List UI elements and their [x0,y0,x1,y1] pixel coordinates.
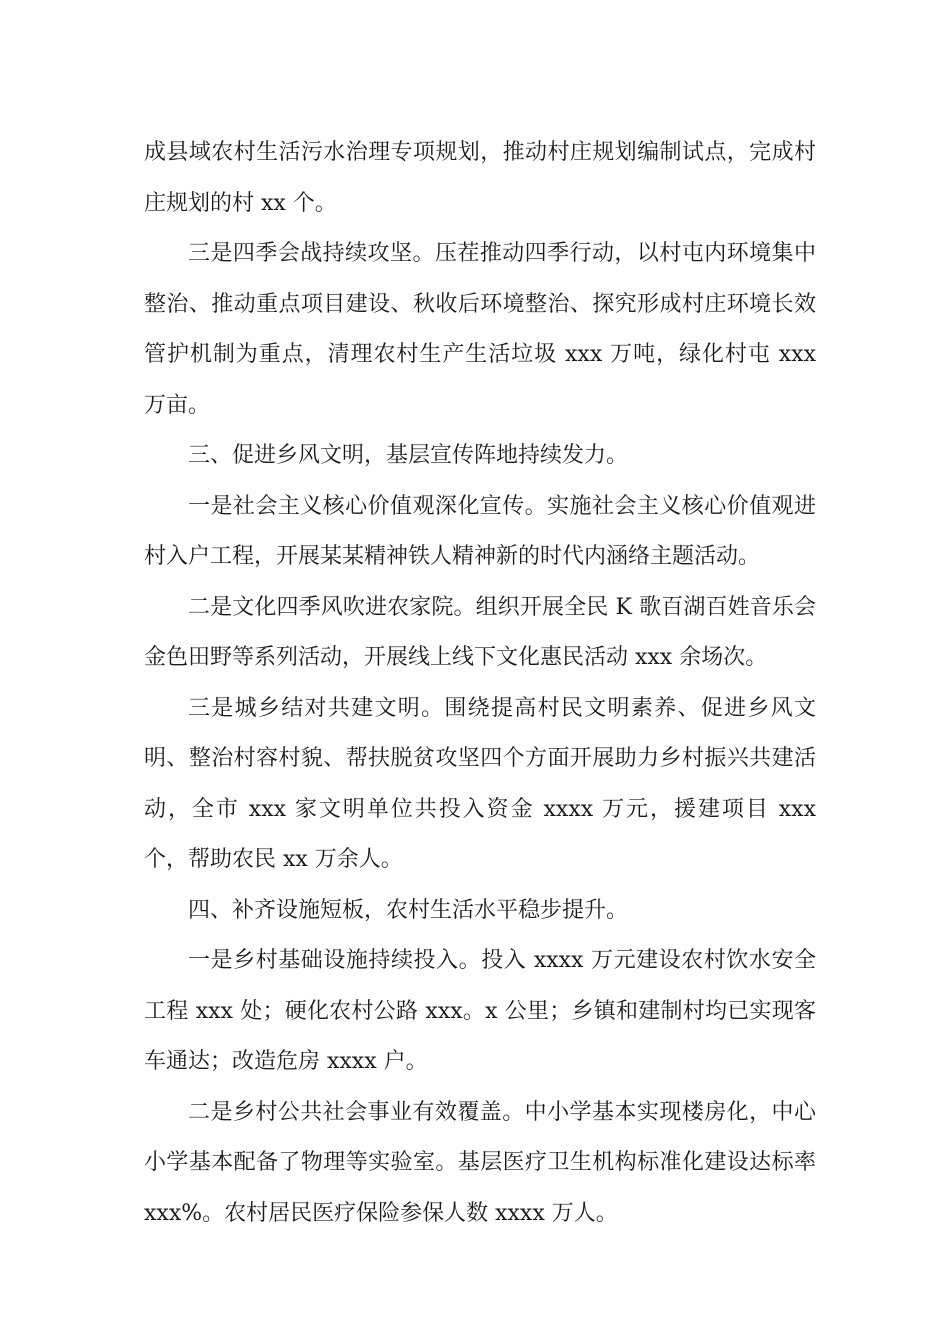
document-body [144,128,816,1239]
paragraph-6: 三是城乡结对共建文明。围绕提高村民文明素养、促进乡风文明、整治村容村貌、帮扶脱贫攻坚四个方面开展助力乡村振兴共建活动，全市 xxx 家文明单位共投入资金 xxxx 万元，援建项目 xxx 个，帮助农民 xx 万余人。 [144,695,816,872]
section-heading-4: 四、补齐设施短板，农村生活水平稳步提升。 [188,897,629,923]
paragraph-1: 成县域农村生活污水治理专项规划，推动村庄规划编制试点，完成村庄规划的村 xx 个。 [144,140,816,216]
paragraph-5: 二是文化四季风吹进农家院。组织开展全民 K 歌百湖百姓音乐会金色田野等系列活动，开展线上线下文化惠民活动 xxx 余场次。 [144,594,816,670]
paragraph-4: 一是社会主义核心价值观深化宣传。实施社会主义核心价值观进村入户工程，开展某某精神铁人精神新的时代内涵络主题活动。 [144,493,816,569]
paragraph-8: 一是乡村基础设施持续投入。投入 xxxx 万元建设农村饮水安全工程 xxx 处；硬化农村公路 xxx。x 公里；乡镇和建制村均已实现客车通达；改造危房 xxxx 户。 [144,948,816,1074]
paragraph-2: 三是四季会战持续攻坚。压茬推动四季行动，以村屯内环境集中整治、推动重点项目建设、秋收后环境整治、探究形成村庄环境长效管护机制为重点，清理农村生产生活垃圾 xxx 万吨，绿化村屯 xxx 万亩。 [144,241,816,418]
paragraph-9: 二是乡村公共社会事业有效覆盖。中小学基本实现楼房化，中心小学基本配备了物理等实验室。基层医疗卫生机构标准化建设达标率 xxx%。农村居民医疗保险参保人数 xxxx 万人。 [144,1099,816,1226]
section-heading-3: 三、促进乡风文明，基层宣传阵地持续发力。 [188,443,629,468]
